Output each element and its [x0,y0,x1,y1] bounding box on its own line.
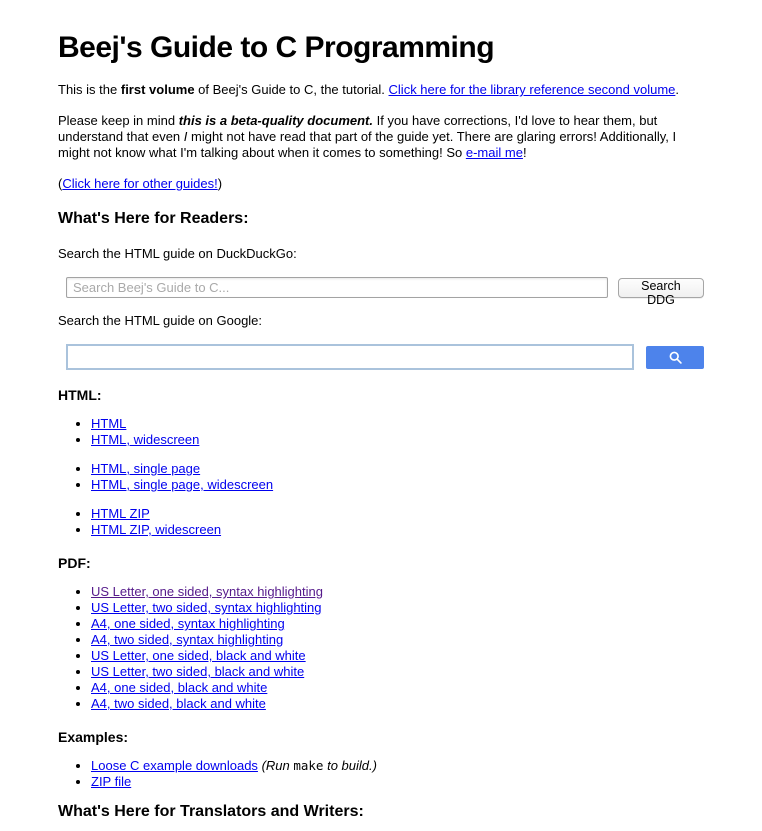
examples-links-list [58,758,704,790]
run-make-note [262,758,377,773]
html-single-page-link[interactable]: HTML, single page [91,461,201,476]
html-zip-widescreen-link[interactable]: HTML ZIP, widescreen [91,522,222,537]
ddg-search-button[interactable]: Search DDG [618,278,704,298]
intro-bold-first-volume: first volume [120,82,195,97]
pdf-a4-onesided-syntax-link[interactable]: A4, one sided, syntax highlighting [91,616,285,631]
html-single-page-widescreen-link[interactable]: HTML, single page, widescreen [91,477,274,492]
list-item [91,696,704,712]
html-zip-link[interactable]: HTML ZIP [91,506,150,521]
list-item [91,632,704,648]
examples-section-heading: Examples: [58,729,129,745]
intro-paragraph [58,82,704,98]
loose-c-examples-link[interactable]: Loose C example downloads [91,758,258,773]
list-item [91,664,704,680]
html-link[interactable]: HTML [91,416,127,431]
open-paren: ( [58,176,63,191]
ddg-search-label: Search the HTML guide on DuckDuckGo: [58,246,297,261]
intro-text-2: of Beej's Guide to C, the tutorial. [194,82,389,97]
other-guides-paragraph [58,176,704,192]
html-links-group-1 [58,416,704,448]
close-paren: ) [217,176,223,191]
html-widescreen-link[interactable]: HTML, widescreen [91,432,200,447]
list-item [91,506,704,522]
readers-heading: What's Here for Readers: [58,210,249,227]
ddg-search-input[interactable] [66,277,608,298]
pdf-usletter-onesided-syntax-link[interactable]: US Letter, one sided, syntax highlighting [91,584,323,599]
list-item [91,600,704,616]
magnifier-icon [668,350,683,365]
html-links-group-3 [58,506,704,538]
page [0,31,762,821]
note-pre: (Run [261,758,294,773]
list-item [91,477,704,493]
note-post: to build.) [323,758,377,773]
html-section-heading: HTML: [58,387,102,403]
intro-text-1: This is the [58,82,121,97]
list-item [91,432,704,448]
list-item [91,648,704,664]
list-item [91,416,704,432]
beta-text-3: might not have read that part of the guide yet. There are glaring errors! Additionally, I might not know what I'm talking about when it comes to something! So [58,129,677,160]
google-search-row [66,344,704,370]
email-me-link[interactable]: e-mail me [465,145,523,160]
html-links-group-2 [58,461,704,493]
list-item [91,680,704,696]
google-search-button[interactable] [646,346,704,369]
beta-text-2: If you have corrections, I'd love to hear them, but understand that even [58,113,658,144]
google-search-input[interactable] [66,344,634,370]
second-volume-link[interactable]: Click here for the library reference second volume [388,82,676,97]
list-item [91,584,704,600]
pdf-usletter-twosided-bw-link[interactable]: US Letter, two sided, black and white [91,664,305,679]
other-guides-link[interactable]: Click here for other guides! [62,176,218,191]
google-search-label: Search the HTML guide on Google: [58,313,263,328]
pdf-usletter-onesided-bw-link[interactable]: US Letter, one sided, black and white [91,648,306,663]
zip-file-link[interactable]: ZIP file [91,774,132,789]
pdf-a4-onesided-bw-link[interactable]: A4, one sided, black and white [91,680,268,695]
pdf-a4-twosided-syntax-link[interactable]: A4, two sided, syntax highlighting [91,632,284,647]
pdf-links-list [58,584,704,712]
ddg-search-row [66,277,704,307]
pdf-section-heading: PDF: [58,555,91,571]
beta-text-4: ! [522,145,527,160]
beta-italic-i: I [183,129,188,144]
list-item [91,522,704,538]
pdf-a4-twosided-bw-link[interactable]: A4, two sided, black and white [91,696,266,711]
list-item [91,461,704,477]
list-item [91,774,704,790]
beta-text-1: Please keep in mind [58,113,179,128]
beta-paragraph [58,113,704,161]
intro-text-3: . [675,82,680,97]
bottom-heading: What's Here for Translators and Writers: [58,803,364,820]
beta-bold-italic: this is a beta-quality document. [178,113,373,128]
make-command-code: make [293,758,324,773]
list-item [91,616,704,632]
page-title: Beej's Guide to C Programming [58,31,495,64]
list-item [91,758,704,774]
pdf-usletter-twosided-syntax-link[interactable]: US Letter, two sided, syntax highlighting [91,600,322,615]
